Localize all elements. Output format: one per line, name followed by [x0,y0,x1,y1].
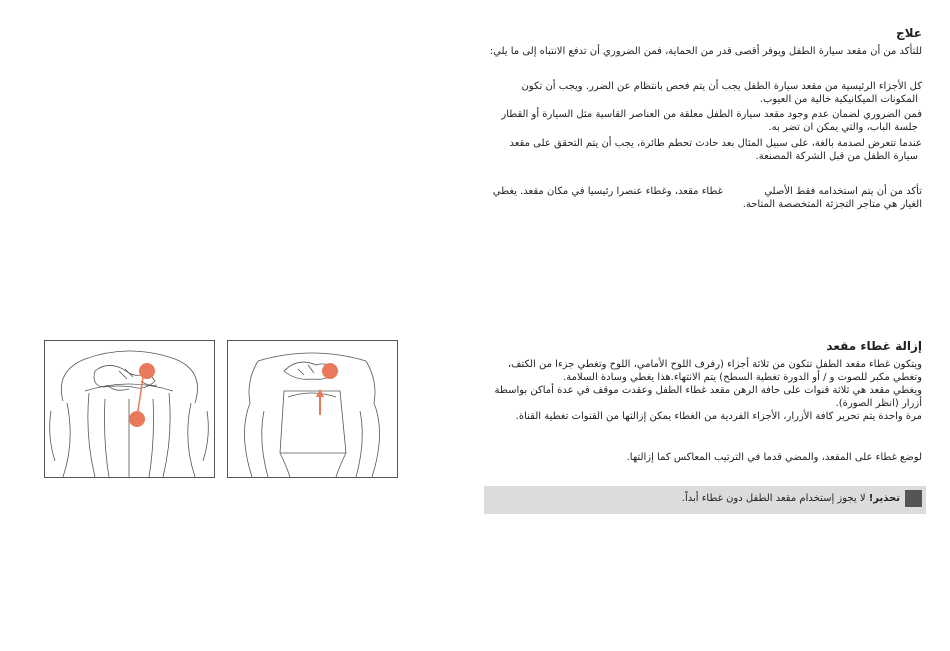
original-cover-note: تأكد من أن يتم استخدامه فقط الأصلي غطاء مقعد، وغطاء عنصرا رئيسيا في مكان مقعد. يغطي الغيار هي متاجر التجزئة المتخصصة المتاحة. [492,186,922,210]
cover-removal-heading: إزالة غطاء مقعد [826,339,922,353]
button-marker-icon [322,363,338,379]
maintenance-bullet-2: فمن الضروري لضمان عدم وجود مقعد سيارة الطفل معلقة من العناصر القاسية مثل السيارة أو القطار جلسة الباب، والتي يمكن ان تضر به. [501,109,922,133]
seat-cover-button-removal-illustration [44,340,215,478]
cover-reattach-note: لوضع غطاء على المقعد، والمضي قدما في الترتيب المعاكس كما إزالتها. [626,452,922,463]
maintenance-heading: علاج [896,26,922,40]
maintenance-intro: للتأكد من أن مقعد سيارة الطفل ويوفر أقصى قدر من الحماية، فمن الضروري أن تدفع الانتباه إلى ما يلي: [489,46,922,57]
warning-label: تحذير! [868,493,900,504]
warning-square-icon [905,490,922,507]
maintenance-bullet-3: عندما تتعرض لصدمة بالغة، على سبيل المثال بعد حادث تحطم طائرة، يجب أن يتم التحقق على مقعد سيارة الطفل من قبل الشركة المصنعة. [509,138,922,162]
cover-removal-body: ويتكون غطاء مقعد الطفل تتكون من ثلاثة أجزاء (رفرف اللوح الأمامي، اللوح وتغطي جزءا من الكتف، وتغطي مكبر للصوت و / أو الدورة تغطية السطح) يتم الانتهاء.هذا يغطي وسادة السلامة. ويغطي مقعد هي ثلاثة قنوات على حافة الرهن مقعد غطاء الطفل وعقدت موقف في عدة أماكن بواسطة أزرار (انظر الصورة). مرة واحدة يتم تحرير كافة الأزرار، الأجزاء الفردية من الغطاء يمكن إزالتها من القنوات تغطية القناة. [494,359,922,422]
seat-cover-lift-illustration [227,340,398,478]
button-marker-icon [129,363,155,427]
warning-box [484,486,926,514]
warning-text: لا يجوز إستخدام مقعد الطفل دون غطاء أبداً. [681,493,869,504]
maintenance-bullet-1: كل الأجزاء الرئيسية من مقعد سيارة الطفل يجب أن يتم فحص بانتظام عن الضرر. ويجب أن تكون المكونات الميكانيكية خالية من العيوب. [521,81,922,105]
